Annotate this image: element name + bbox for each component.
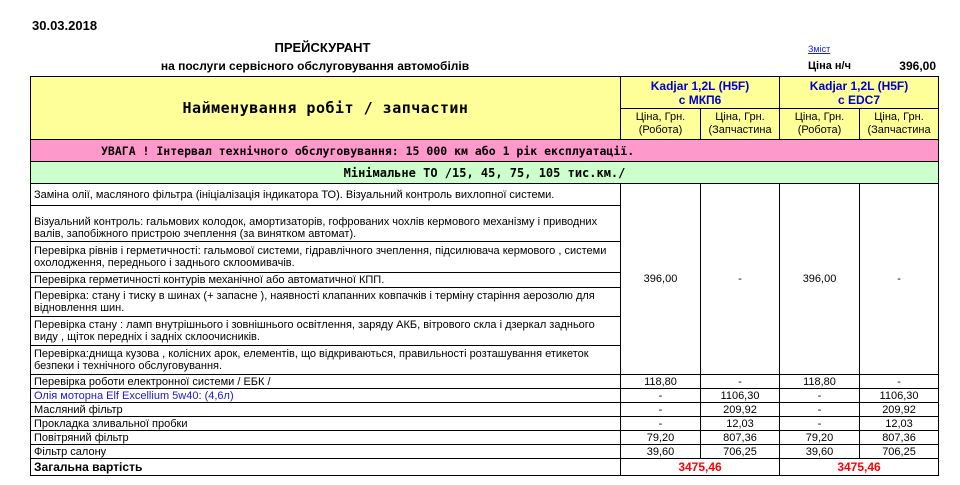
labour-header-line1: Ціна, Грн. xyxy=(635,111,686,123)
labour-price-header-2 xyxy=(780,109,860,140)
labour-price-header-1 xyxy=(621,109,701,140)
row-labour-1: - xyxy=(621,403,701,417)
work-item: Перевірка:днища кузова , колісних арок, елементів, що відкриваються, правильності розташування етикеток безпеки і технічного обслуговування. xyxy=(31,346,621,375)
model-1-gearbox: с МКП6 xyxy=(678,92,722,107)
model-header-1 xyxy=(621,77,780,109)
page-title: ПРЕЙСКУРАНТ xyxy=(274,40,371,55)
row-parts-2: 209,92 xyxy=(860,403,939,417)
row-labour-1: 39,60 xyxy=(621,445,701,459)
parts-price-header-2 xyxy=(860,109,939,140)
row-parts-2: 706,25 xyxy=(860,445,939,459)
group-parts-price-1: - xyxy=(701,184,780,375)
total-label: Загальна вартість xyxy=(31,459,621,476)
row-labour-1: - xyxy=(621,389,701,403)
model-1-name: Kadjar 1,2L (H5F) xyxy=(650,78,750,93)
row-name: Фільтр салону xyxy=(31,445,621,459)
total-model-2: 3475,46 xyxy=(780,459,939,476)
labour-header-line2: (Робота) xyxy=(797,124,842,136)
row-name: Повітряний фільтр xyxy=(31,431,621,445)
work-item: Візуальний контроль: гальмових колодок, амортизаторів, гофрованих чохлів кермового механізму і приводних валів, запобіжного пристрою зчеплення (за винятком автомат). xyxy=(31,206,621,242)
minimal-service-header: Мінімальне ТО /15, 45, 75, 105 тис.км./ xyxy=(31,162,939,184)
hourly-rate-label: Ціна н/ч xyxy=(808,60,851,72)
row-labour-2: - xyxy=(780,389,860,403)
row-parts-2: 1106,30 xyxy=(860,389,939,403)
model-2-gearbox: с EDC7 xyxy=(838,92,881,107)
row-parts-2: 12,03 xyxy=(860,417,939,431)
row-parts-2: - xyxy=(860,375,939,389)
row-parts-2: 807,36 xyxy=(860,431,939,445)
page-subtitle: на послуги сервісного обслуговування автомобілів xyxy=(160,59,470,73)
row-parts-1: 807,36 xyxy=(701,431,780,445)
price-list-table xyxy=(30,76,939,476)
model-2-name: Kadjar 1,2L (H5F) xyxy=(809,78,909,93)
model-header-2 xyxy=(780,77,939,109)
parts-header-line2: (Запчастина xyxy=(708,124,772,136)
row-labour-2: - xyxy=(780,417,860,431)
row-name: Перевірка роботи електронної системи / ЕБК / xyxy=(31,375,621,389)
row-parts-1: 706,25 xyxy=(701,445,780,459)
parts-header-line1: Ціна, Грн. xyxy=(874,111,924,123)
group-labour-price-2: 396,00 xyxy=(780,184,860,375)
row-labour-1: 79,20 xyxy=(621,431,701,445)
work-item: Перевірка: стану і тиску в шинах (+ запасне ), наявності клапанних ковпачків і терміну старіння аерозолю для відновлення шин. xyxy=(31,288,621,317)
work-item: Перевірка стану : ламп внутрішнього і зовнішнього освітлення, заряду АКБ, вітрового скла і дзеркал заднього виду , щіток передніх і задніх склоочисників. xyxy=(31,317,621,346)
parts-header-line1: Ціна, Грн. xyxy=(715,111,765,123)
parts-price-header-1 xyxy=(701,109,780,140)
toc-link[interactable]: Зміст xyxy=(808,44,831,54)
work-item: Перевірка рівнів і герметичності: гальмової системи, гідравлічного зчеплення, підсилювача кермового , системи охолодження, переднього і заднього склоомивачів. xyxy=(31,242,621,273)
row-labour-1: 118,80 xyxy=(621,375,701,389)
row-parts-1: - xyxy=(701,375,780,389)
group-parts-price-2: - xyxy=(860,184,939,375)
name-column-header: Найменування робіт / запчастин xyxy=(31,77,621,140)
maintenance-interval-notice: УВАГА ! Інтервал технічного обслуговування: 15 000 км або 1 рік експлуатації. xyxy=(31,140,939,162)
document-date: 30.03.2018 xyxy=(32,18,98,33)
row-parts-1: 1106,30 xyxy=(701,389,780,403)
parts-header-line2: (Запчастина xyxy=(867,124,931,136)
row-labour-2: 39,60 xyxy=(780,445,860,459)
row-labour-2: - xyxy=(780,403,860,417)
labour-header-line2: (Робота) xyxy=(638,124,683,136)
total-model-1: 3475,46 xyxy=(621,459,780,476)
hourly-rate-value: 396,00 xyxy=(899,59,936,73)
row-labour-2: 118,80 xyxy=(780,375,860,389)
work-item: Заміна олії, масляного фільтра (ініціалізація індикатора ТО). Візуальний контроль вихлопної системи. xyxy=(31,184,621,206)
row-name: Прокладка зливальної пробки xyxy=(31,417,621,431)
row-name: Олія моторна Elf Excellium 5w40: (4,6л) xyxy=(31,389,621,403)
row-parts-1: 209,92 xyxy=(701,403,780,417)
row-name: Масляний фільтр xyxy=(31,403,621,417)
row-labour-1: - xyxy=(621,417,701,431)
labour-header-line1: Ціна, Грн. xyxy=(794,111,845,123)
row-parts-1: 12,03 xyxy=(701,417,780,431)
group-labour-price-1: 396,00 xyxy=(621,184,701,375)
row-labour-2: 79,20 xyxy=(780,431,860,445)
work-item: Перевірка герметичності контурів механічної або автоматичної КПП. xyxy=(31,273,621,288)
